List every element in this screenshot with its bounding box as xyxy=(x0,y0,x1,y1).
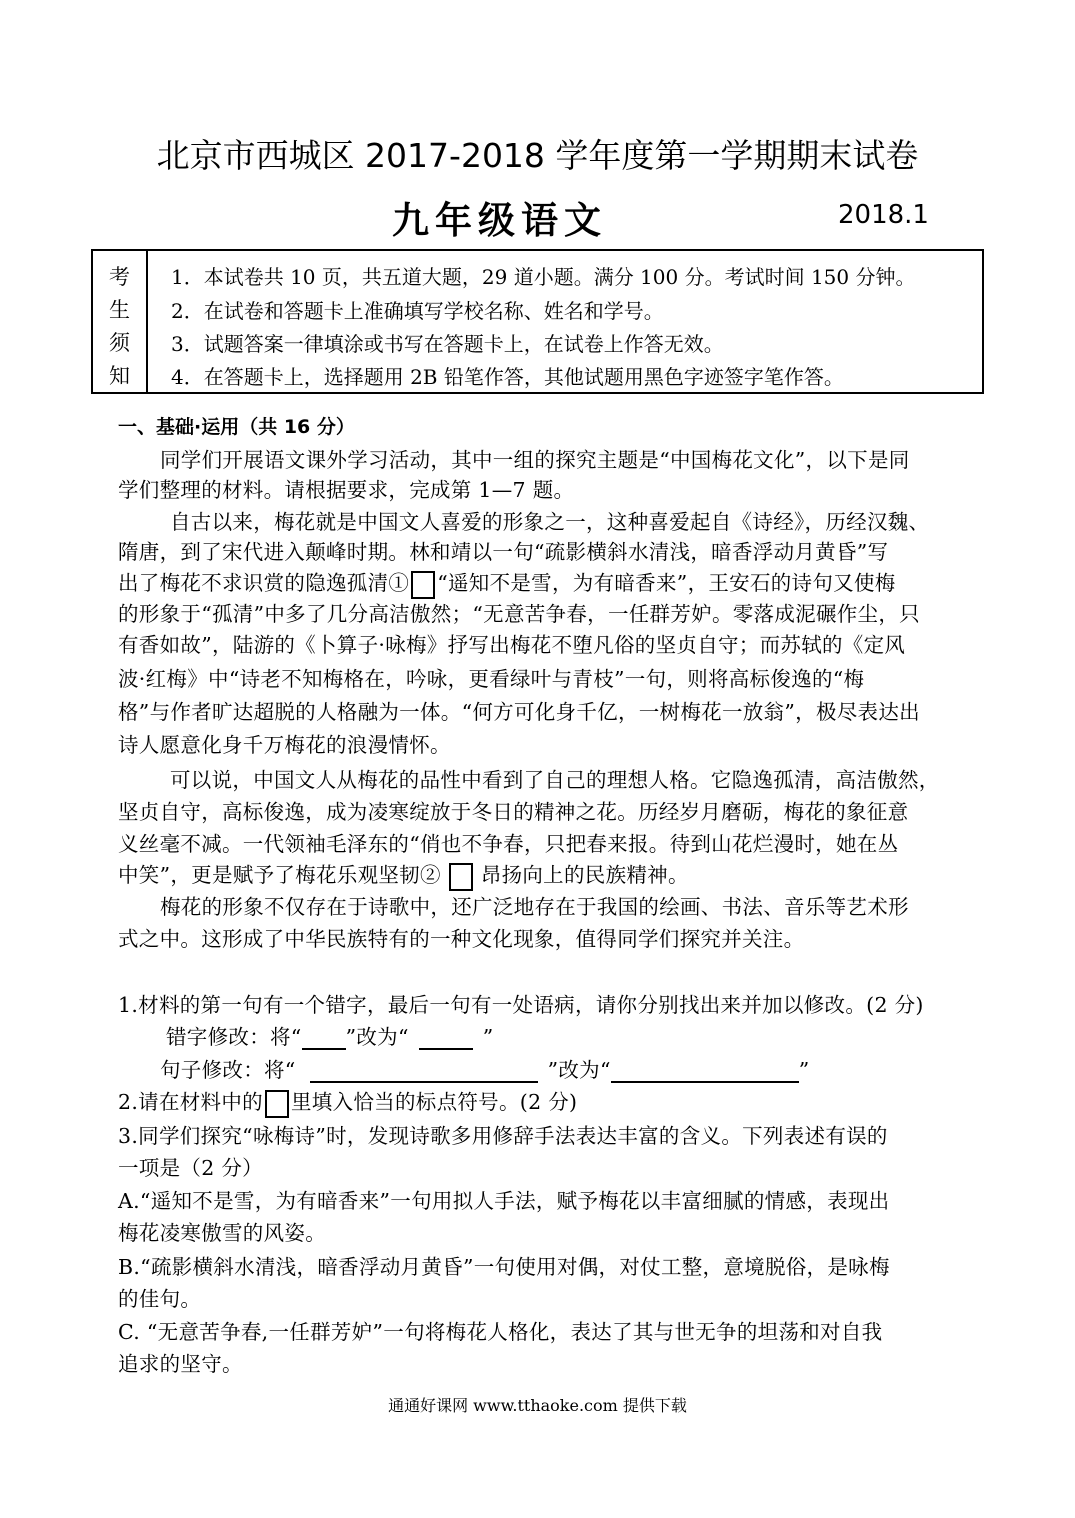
para3-line: 梅花的形象不仅存在于诗歌中，还广泛地存在于我国的绘画、书法、音乐等艺术形 xyxy=(160,895,909,919)
intro-line: 学们整理的材料。请根据要求，完成第 1—7 题。 xyxy=(118,478,575,502)
blank-box-reference xyxy=(265,1090,289,1118)
para2-line-text: 中笑”，更是赋予了梅花乐观坚韧② xyxy=(118,863,441,887)
option-b: B.“疏影横斜水清浅，暗香浮动月黄昏”一句使用对偶，对仗工整，意境脱俗，是咏梅 xyxy=(118,1255,890,1279)
punctuation-blank-box-2[interactable] xyxy=(449,863,473,891)
q2-text: 2.请在材料中的 xyxy=(118,1090,263,1114)
q1-sentence-label: 句子修改：将“ xyxy=(160,1058,296,1082)
q1-typo-label: ”改为“ xyxy=(345,1025,409,1049)
q1-typo-line xyxy=(166,1020,1006,1050)
para2-line xyxy=(118,858,958,891)
q1-sentence-label: ” xyxy=(798,1058,810,1082)
question-2 xyxy=(118,1085,958,1118)
q1-sentence-label: ”改为“ xyxy=(547,1058,611,1082)
para1-line: 诗人愿意化身千万梅花的浪漫情怀。 xyxy=(118,733,451,757)
q1-typo-label: ” xyxy=(482,1025,494,1049)
exam-date: 2018.1 xyxy=(838,200,929,230)
question-3: 一项是（2 分） xyxy=(118,1156,263,1180)
notice-item: 1．本试卷共 10 页，共五道大题，29 道小题。满分 100 分。考试时间 150 分钟。 xyxy=(171,265,916,289)
sentence-correction-blank[interactable] xyxy=(611,1061,799,1083)
notice-item: 4．在答题卡上，选择题用 2B 铅笔作答，其他试题用黑色字迹签字笔作答。 xyxy=(171,365,844,389)
option-c: C. “无意苦争春,一任群芳妒”一句将梅花人格化，表达了其与世无争的坦荡和对自我 xyxy=(118,1320,883,1344)
typo-original-blank[interactable] xyxy=(302,1028,346,1050)
page-footer: 通通好课网 www.tthaoke.com 提供下载 xyxy=(388,1396,687,1415)
notice-label-char: 考 xyxy=(109,265,130,289)
notice-item: 2．在试卷和答题卡上准确填写学校名称、姓名和学号。 xyxy=(171,299,664,323)
question-1: 1.材料的第一句有一个错字，最后一句有一处语病，请你分别找出来并加以修改。(2 分) xyxy=(118,993,924,1017)
option-b: 的佳句。 xyxy=(118,1287,202,1311)
exam-subtitle: 九年级语文 xyxy=(392,199,607,242)
exam-title: 北京市西城区 2017-2018 学年度第一学期期末试卷 xyxy=(156,136,919,175)
punctuation-blank-box-1[interactable] xyxy=(411,571,435,599)
para2-line: 可以说，中国文人从梅花的品性中看到了自己的理想人格。它隐逸孤清，高洁傲然， xyxy=(170,768,940,792)
para2-line: 义丝毫不减。一代领袖毛泽东的“俏也不争春，只把春来报。待到山花烂漫时，她在丛 xyxy=(118,832,899,856)
notice-label xyxy=(93,251,148,392)
notice-label-char: 知 xyxy=(109,364,130,388)
para3-line: 式之中。这形成了中华民族特有的一种文化现象，值得同学们探究并关注。 xyxy=(118,927,805,951)
sentence-original-blank[interactable] xyxy=(310,1061,538,1083)
para1-line xyxy=(118,566,958,599)
para1-line: 格”与作者旷达超脱的人格融为一体。“何方可化身千亿，一树梅花一放翁”，极尽表达出 xyxy=(118,700,920,724)
option-a: A.“遥知不是雪，为有暗香来”一句用拟人手法，赋予梅花以丰富细腻的情感，表现出 xyxy=(118,1189,890,1213)
para1-line: 有香如故”，陆游的《卜算子·咏梅》抒写出梅花不堕凡俗的坚贞自守；而苏轼的《定风 xyxy=(118,633,906,657)
para2-line: 坚贞自守，高标俊逸，成为凌寒绽放于冬日的精神之花。历经岁月磨砺，梅花的象征意 xyxy=(118,800,909,824)
para1-line: 波·红梅》中“诗老不知梅格在，吟咏，更看绿叶与青枝”一句，则将高标俊逸的“梅 xyxy=(118,667,865,691)
para1-line-text: 出了梅花不求识赏的隐逸孤清① xyxy=(118,571,410,595)
notice-item: 3．试题答案一律填涂或书写在答题卡上，在试卷上作答无效。 xyxy=(171,332,724,356)
section-heading: 一、基础·运用（共 16 分） xyxy=(118,416,355,438)
notice-label-char: 生 xyxy=(109,298,130,322)
para1-line: 的形象于“孤清”中多了几分高洁傲然；“无意苦争春，一任群芳妒。零落成泥碾作尘，只 xyxy=(118,602,920,626)
exam-notice-box xyxy=(91,249,984,394)
typo-correction-blank[interactable] xyxy=(419,1028,473,1050)
para1-line-text: “遥知不是雪，为有暗香来”，王安石的诗句又使梅 xyxy=(437,571,896,595)
notice-label-char: 须 xyxy=(109,331,130,355)
option-c: 追求的坚守。 xyxy=(118,1352,243,1376)
intro-line: 同学们开展语文课外学习活动，其中一组的探究主题是“中国梅花文化”，以下是同 xyxy=(160,448,910,472)
q2-text: 里填入恰当的标点符号。(2 分) xyxy=(290,1090,578,1114)
para2-line-text: 昂扬向上的民族精神。 xyxy=(480,863,689,887)
para1-line: 自古以来，梅花就是中国文人喜爱的形象之一，这种喜爱起自《诗经》，历经汉魏、 xyxy=(170,510,930,534)
question-3: 3.同学们探究“咏梅诗”时，发现诗歌多用修辞手法表达丰富的含义。下列表述有误的 xyxy=(118,1124,888,1148)
q1-typo-label: 错字修改：将“ xyxy=(166,1025,302,1049)
para1-line: 隋唐，到了宋代进入颠峰时期。林和靖以一句“疏影横斜水清浅，暗香浮动月黄昏”写 xyxy=(118,540,889,564)
q1-sentence-line xyxy=(160,1053,1000,1083)
option-a: 梅花凌寒傲雪的风姿。 xyxy=(118,1221,326,1245)
